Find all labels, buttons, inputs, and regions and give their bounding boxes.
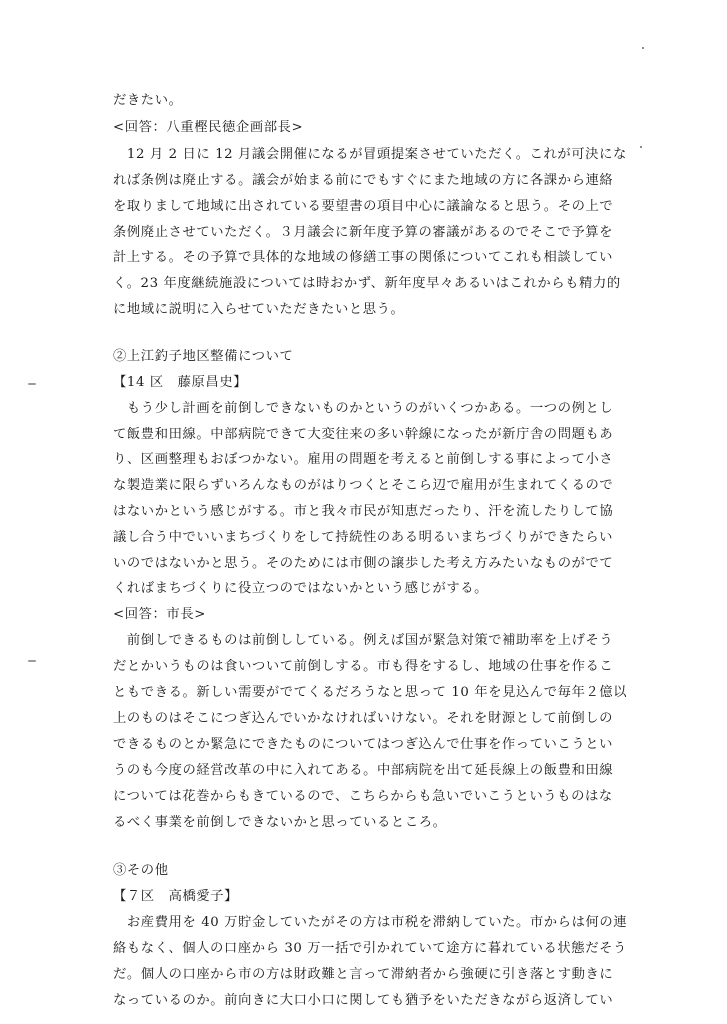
scan-speck: [642, 47, 644, 49]
text-line: だきたい。: [113, 93, 183, 108]
text-line: できるものとか緊急にできたものについてはつぎ込んで仕事を作っていこうとい: [113, 737, 614, 752]
section-heading: ②上江釣子地区整備について: [113, 349, 294, 364]
answer-heading: <回答：市長>: [113, 607, 206, 622]
text-line: り、区画整理もおぼつかない。雇用の問題を考えると前倒しする事によって小さ: [113, 452, 614, 467]
text-line: だとかいうものは食いついて前倒しする。市も得をするし、地域の仕事を作るこ: [113, 659, 614, 674]
text-line: なっているのか。前向きに大口小口に関しても猶予をいただきながら返済してい: [113, 993, 614, 1008]
text-line: 12 月 2 日に 12 月議会開催になるが冒頭提案させていただく。これが可決にな: [113, 147, 627, 162]
scan-mark: [28, 383, 36, 385]
text-line: て飯豊和田線。中部病院できて大変往来の多い幹線になったが新庁舎の問題もあ: [113, 427, 614, 442]
answer-heading: <回答：八重樫民徳企画部長>: [113, 120, 304, 135]
text-line: くればまちづくりに役立つのではないかという感じがする。: [113, 581, 489, 596]
text-line: を取りまして地域に出されている要望書の項目中心に議論なると思う。その上で: [113, 199, 614, 214]
text-line: な製造業に限らずいろんなものがはりつくとそこら辺で雇用が生まれてくるので: [113, 478, 614, 493]
text-line: お産費用を 40 万貯金していたがその方は市税を滞納していた。市からは何の連: [113, 915, 628, 930]
text-line: 議し合う中でいいまちづくりをして持続性のある明るいまちづくりができたらい: [113, 530, 614, 545]
text-line: に地域に説明に入らせていただきたいと思う。: [113, 302, 405, 317]
section-heading: ③その他: [113, 863, 169, 878]
text-line: もう少し計画を前倒しできないものかというのがいくつかある。一つの例とし: [113, 401, 614, 416]
text-line: るべく事業を前倒しできないかと思っているところ。: [113, 815, 447, 830]
scan-speck: [640, 146, 642, 148]
text-line: 前倒しできるものは前倒ししている。例えば国が緊急対策で補助率を上げそう: [113, 633, 614, 648]
text-line: については花巻からもきているので、こちらからも急いでいこうというものはな: [113, 789, 613, 804]
speaker-heading: 【14 区 藤原昌史】: [113, 375, 248, 390]
text-line: ともできる。新しい需要がでてくるだろうなと思って 10 年を見込んで毎年２億以: [113, 685, 628, 700]
text-line: うのも今度の経営改革の中に入れてある。中部病院を出て延長線上の飯豊和田線: [113, 763, 614, 778]
text-line: だ。個人の口座から市の方は財政難と言って滞納者から強硬に引き落とす動きに: [113, 967, 614, 982]
text-line: 上のものはそこにつぎ込んでいかなければいけない。それを財源として前倒しの: [113, 711, 614, 726]
text-line: く。23 年度継続施設については時おかず、新年度早々あるいはこれからも精力的: [113, 276, 621, 291]
text-line: いのではないかと思う。そのためには市側の譲歩した考え方みたいなものがでて: [113, 556, 614, 571]
text-line: はないかという感じがする。市と我々市民が知恵だったり、汗を流したりして協: [113, 504, 614, 519]
speaker-heading: 【７区 高橋愛子】: [113, 889, 239, 904]
text-line: 条例廃止させていただく。３月議会に新年度予算の審議があるのでそこで予算を: [113, 225, 614, 240]
text-line: 絡もなく、個人の口座から 30 万一括で引かれていて途方に暮れている状態だそう: [113, 941, 627, 956]
text-line: 計上する。その予算で具体的な地域の修繕工事の関係についてこれも相談してい: [113, 250, 614, 265]
text-line: れば条例は廃止する。議会が始まる前にでもすぐにまた地域の方に各課から連絡: [113, 173, 614, 188]
scan-mark: [28, 660, 36, 662]
